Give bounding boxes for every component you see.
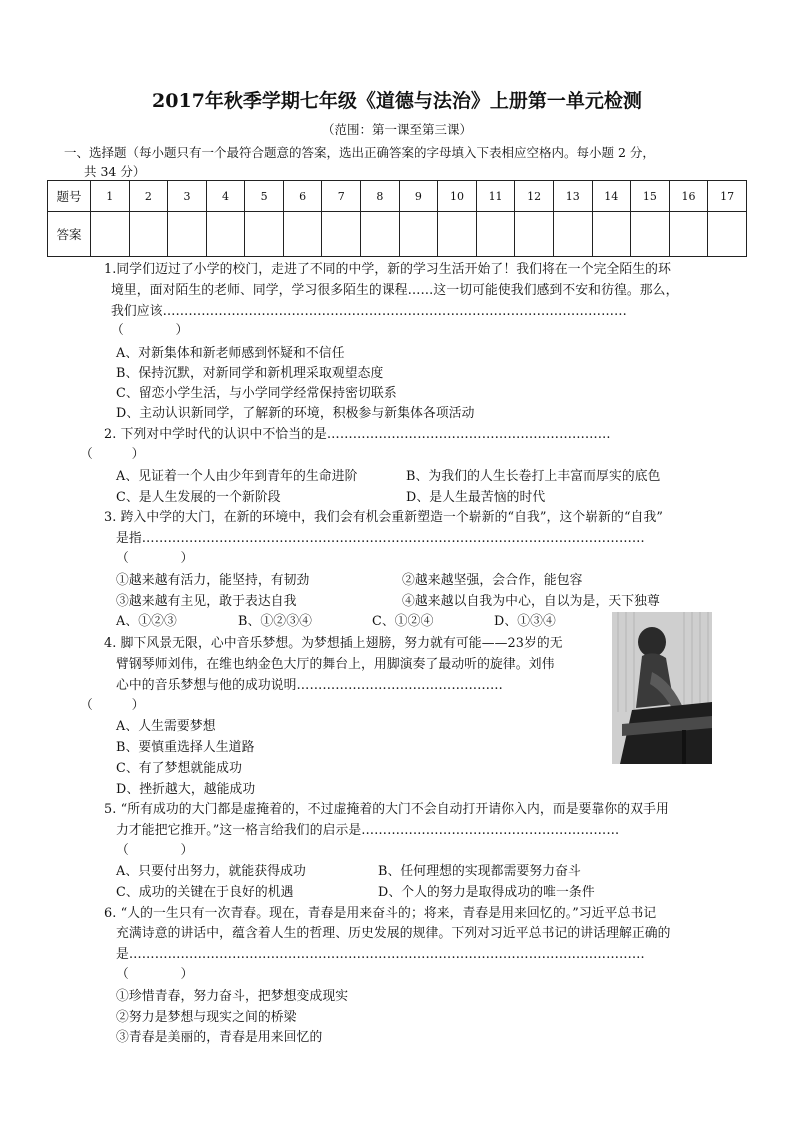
page-subtitle: （范围：第一课至第三课） [321,122,472,137]
question-number-cell: 6 [283,181,322,212]
q2-option-d: D、是人生最苦恼的时代 [406,490,546,505]
question-number-cell: 7 [322,181,361,212]
question-number-cell: 15 [631,181,670,212]
answer-cell[interactable] [592,212,631,257]
q5-stem-line1: 5. “所有成功的大门都是虚掩着的，不过虚掩着的大门不会自动打开请你入内，而是要靠你的双手用 [104,802,669,817]
q3-option-d: D、①③④ [494,614,556,629]
question-number-cell: 8 [361,181,400,212]
section-heading-line1: 一、选择题（每小题只有一个最符合题意的答案，选出正确答案的字母填入下表相应空格内。每小题 2 分， [64,145,655,160]
q2-stem-line1: 2. 下列对中学时代的认识中不恰当的是………………………………………………………… [104,427,611,442]
q3-option-b: B、①②③④ [238,614,312,629]
answer-cell[interactable] [206,212,245,257]
answer-cell[interactable] [438,212,477,257]
q2-option-b: B、为我们的人生长卷打上丰富而厚实的底色 [406,469,661,484]
q3-stem-line1: 3. 跨入中学的大门，在新的环境中，我们会有机会重新塑造一个崭新的“自我”，这个崭新的“自我” [104,510,664,525]
question-number-cell: 13 [553,181,592,212]
q5-option-d: D、个人的努力是取得成功的唯一条件 [378,885,595,900]
q5-option-a: A、只要付出努力，就能获得成功 [116,864,306,879]
question-number-cell: 16 [669,181,708,212]
q4-stem-line2: 臂钢琴师刘伟，在维也纳金色大厅的舞台上，用脚演奏了最动听的旋律。刘伟 [116,657,555,672]
q2-answer-paren: （ ） [80,447,145,462]
answer-cell[interactable] [669,212,708,257]
answer-table-number-row [48,181,747,212]
q6-statement-2: ②努力是梦想与现实之间的桥梁 [116,1010,297,1025]
q3-stem-line2: 是指……………………………………………………………………………………………………… [116,531,645,546]
q1-stem-line2: 境里，面对陌生的老师、同学，学习很多陌生的课程……这一切可能使我们感到不安和彷徨。那么， [111,283,679,298]
q4-option-b: B、要慎重选择人生道路 [116,740,255,755]
page-title: 2017年秋季学期七年级《道德与法治》上册第一单元检测 [152,90,642,112]
q4-answer-paren: （ ） [80,698,145,713]
section-heading-line2: 共 34 分） [84,164,146,179]
question-number-cell: 17 [708,181,747,212]
q6-stem-line2: 充满诗意的讲话中，蕴含着人生的哲理、历史发展的规律。下列对习近平总书记的讲话理解正确的 [116,926,671,941]
q6-statement-3: ③青春是美丽的，青春是用来回忆的 [116,1030,323,1045]
answer-table [47,180,747,257]
pianist-photo [612,612,712,764]
q6-stem-line1: 6. “人的一生只有一次青春。现在，青春是用来奋斗的；将来，青春是用来回忆的。”习近平总书记 [104,906,657,921]
answer-cell[interactable] [322,212,361,257]
question-number-cell: 3 [168,181,207,212]
q3-statement-2: ②越来越坚强，会合作，能包容 [402,573,583,588]
q4-option-a: A、人生需要梦想 [116,719,216,734]
answer-cell[interactable] [553,212,592,257]
q6-statement-1: ①珍惜青春，努力奋斗，把梦想变成现实 [116,989,349,1004]
answer-cell[interactable] [129,212,168,257]
q2-option-c: C、是人生发展的一个新阶段 [116,490,281,505]
q3-option-a: A、①②③ [116,614,177,629]
question-number-cell: 4 [206,181,245,212]
answer-cell[interactable] [245,212,284,257]
question-number-cell: 9 [399,181,438,212]
question-number-cell: 5 [245,181,284,212]
question-number-cell: 10 [438,181,477,212]
q5-stem-line2: 力才能把它推开。”这一格言给我们的启示是…………………………………………………… [116,823,620,838]
q5-option-c: C、成功的关键在于良好的机遇 [116,885,294,900]
q2-option-a: A、见证着一个人由少年到青年的生命进阶 [116,469,358,484]
answer-cell[interactable] [168,212,207,257]
answer-table-label-a: 答案 [48,212,91,257]
answer-table-answer-row [48,212,747,257]
q4-stem-line1: 4. 脚下风景无限，心中音乐梦想。为梦想插上翅膀，努力就有可能——23岁的无 [104,636,563,651]
q3-statement-4: ④越来越以自我为中心，自以为是，天下独尊 [402,594,660,609]
q1-answer-paren: （ ） [111,323,189,338]
q5-option-b: B、任何理想的实现都需要努力奋斗 [378,864,581,879]
question-number-cell: 1 [91,181,130,212]
q3-answer-paren: （ ） [116,551,194,566]
q1-option-c: C、留恋小学生活，与小学同学经常保持密切联系 [116,386,397,401]
q3-statement-1: ①越来越有活力，能坚持，有韧劲 [116,573,310,588]
answer-cell[interactable] [399,212,438,257]
q1-option-a: A、对新集体和新老师感到怀疑和不信任 [116,346,345,361]
question-number-cell: 12 [515,181,554,212]
question-number-cell: 2 [129,181,168,212]
q4-stem-line3: 心中的音乐梦想与他的成功说明………………………………………… [116,678,503,693]
q1-stem-line1: 1.同学们迈过了小学的校门，走进了不同的中学，新的学习生活开始了！我们将在一个完全陌生的环 [104,262,671,277]
answer-cell[interactable] [708,212,747,257]
answer-cell[interactable] [515,212,554,257]
q6-stem-line3: 是………………………………………………………………………………………………………… [116,947,645,962]
q4-option-c: C、有了梦想就能成功 [116,761,242,776]
answer-cell[interactable] [631,212,670,257]
q3-option-c: C、①②④ [372,614,434,629]
answer-cell[interactable] [91,212,130,257]
q3-statement-3: ③越来越有主见，敢于表达自我 [116,594,297,609]
q6-answer-paren: （ ） [116,967,194,982]
answer-cell[interactable] [283,212,322,257]
q1-option-d: D、主动认识新同学，了解新的环境，积极参与新集体各项活动 [116,406,475,421]
q1-option-b: B、保持沉默，对新同学和新机理采取观望态度 [116,366,384,381]
q1-stem-line3: 我们应该……………………………………………………………………………………………… [111,304,627,319]
q5-answer-paren: （ ） [116,843,194,858]
question-number-cell: 14 [592,181,631,212]
answer-cell[interactable] [476,212,515,257]
q4-option-d: D、挫折越大，越能成功 [116,782,256,797]
answer-table-label-q: 题号 [48,181,91,212]
question-number-cell: 11 [476,181,515,212]
answer-cell[interactable] [361,212,400,257]
